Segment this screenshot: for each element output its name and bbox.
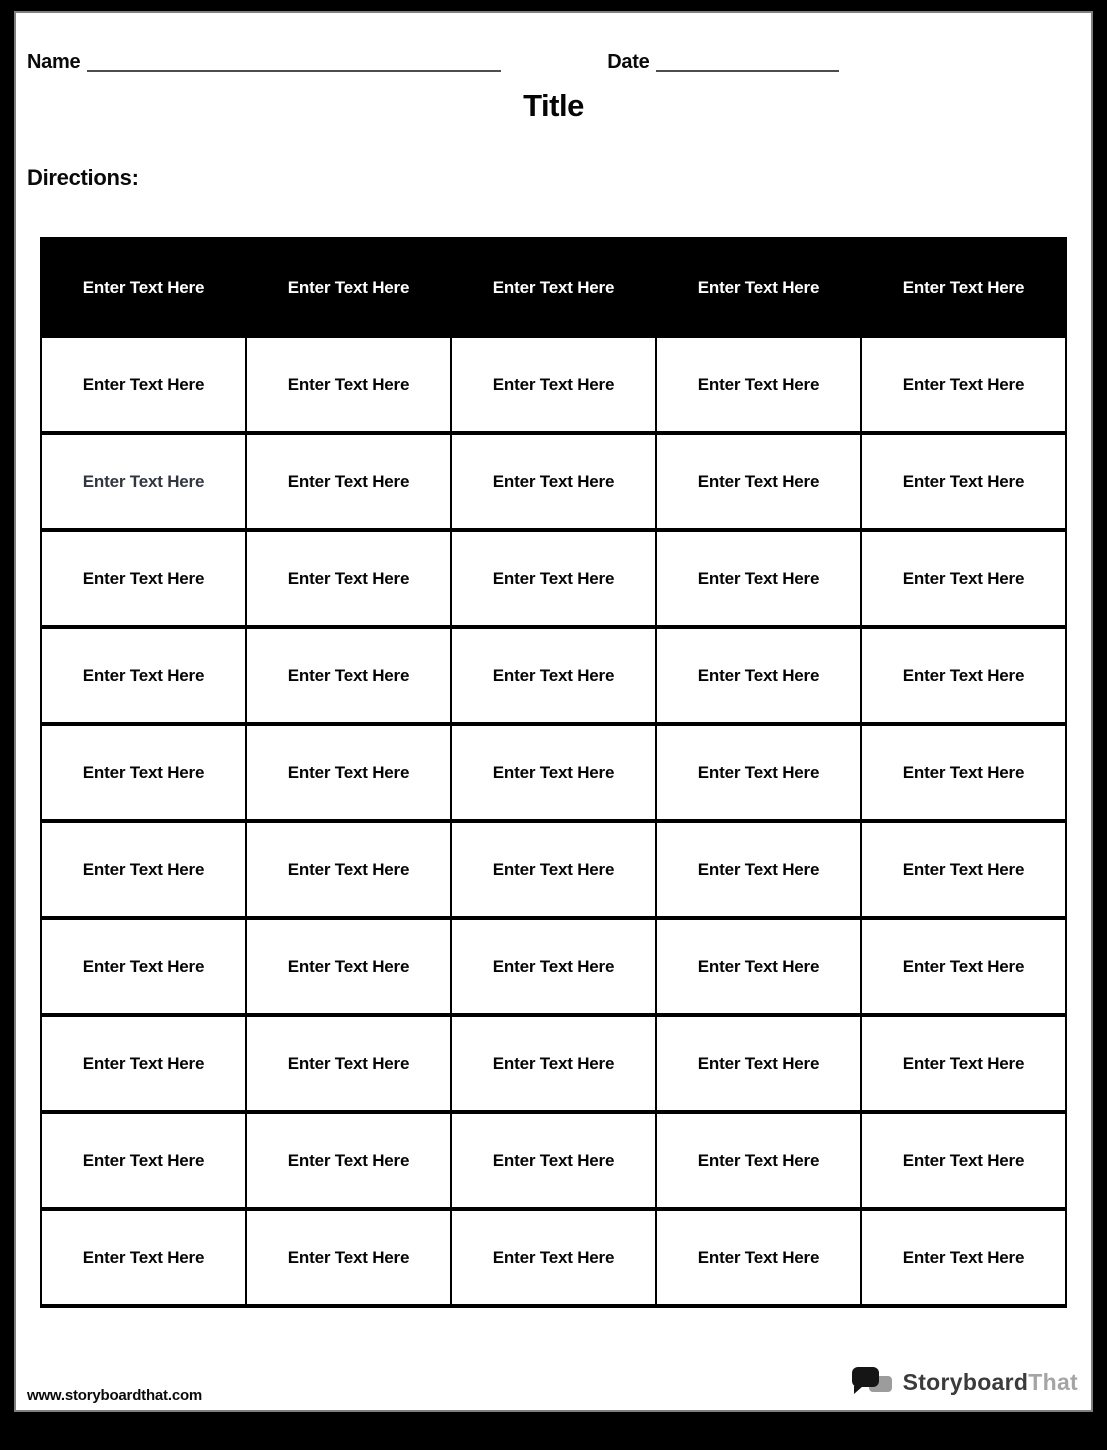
table-row [41,1112,1066,1209]
table-row [41,530,1066,627]
table-cell[interactable]: Enter Text Here [861,821,1066,918]
table-cell[interactable]: Enter Text Here [246,433,451,530]
table-header-cell[interactable]: Enter Text Here [861,239,1066,336]
table-cell[interactable]: Enter Text Here [656,1112,861,1209]
table-cell[interactable]: Enter Text Here [246,1209,451,1306]
table-cell[interactable]: Enter Text Here [861,530,1066,627]
table-row [41,336,1066,433]
table-cell[interactable]: Enter Text Here [656,336,861,433]
table-cell[interactable]: Enter Text Here [451,336,656,433]
speech-bubble-black-icon [852,1367,879,1387]
table-cell[interactable]: Enter Text Here [656,433,861,530]
table-cell[interactable]: Enter Text Here [451,433,656,530]
date-field [607,52,839,72]
table-cell[interactable]: Enter Text Here [861,724,1066,821]
name-field [27,52,501,72]
table-cell[interactable]: Enter Text Here [656,724,861,821]
table-cell[interactable]: Enter Text Here [41,821,246,918]
table-cell[interactable]: Enter Text Here [246,336,451,433]
table-row [41,724,1066,821]
table-header-row [41,239,1066,336]
table-row [41,918,1066,1015]
table-cell[interactable]: Enter Text Here [861,433,1066,530]
table-cell[interactable]: Enter Text Here [41,1209,246,1306]
brand-footer [852,1367,1078,1398]
table-cell[interactable]: Enter Text Here [451,530,656,627]
table-cell[interactable]: Enter Text Here [656,530,861,627]
footer-url: www.storyboardthat.com [27,1387,203,1404]
table-header-cell[interactable]: Enter Text Here [656,239,861,336]
name-label: Name [27,51,81,73]
table-cell[interactable]: Enter Text Here [41,433,246,530]
table-cell[interactable]: Enter Text Here [656,627,861,724]
table-header-cell[interactable]: Enter Text Here [451,239,656,336]
table-row [41,627,1066,724]
table-row [41,1015,1066,1112]
table-cell[interactable]: Enter Text Here [41,627,246,724]
table-cell[interactable]: Enter Text Here [41,918,246,1015]
table-cell[interactable]: Enter Text Here [451,1015,656,1112]
worksheet-table [40,237,1067,1308]
table-cell[interactable]: Enter Text Here [656,1015,861,1112]
table-cell[interactable]: Enter Text Here [451,724,656,821]
table-cell[interactable]: Enter Text Here [451,918,656,1015]
table-cell[interactable]: Enter Text Here [451,821,656,918]
table-cell[interactable]: Enter Text Here [861,1209,1066,1306]
table-cell[interactable]: Enter Text Here [246,918,451,1015]
table-cell[interactable]: Enter Text Here [861,336,1066,433]
page-title: Title [523,88,584,123]
table-cell[interactable]: Enter Text Here [656,918,861,1015]
table-cell[interactable]: Enter Text Here [246,821,451,918]
name-date-bar [16,13,1091,72]
table-row [41,433,1066,530]
table-row [41,821,1066,918]
table-header-cell[interactable]: Enter Text Here [41,239,246,336]
brand-name-primary: Storyboard [902,1369,1029,1395]
table-cell[interactable]: Enter Text Here [451,627,656,724]
table-cell[interactable]: Enter Text Here [246,530,451,627]
table-cell[interactable]: Enter Text Here [861,1112,1066,1209]
directions-label: Directions: [27,165,139,191]
table-cell[interactable]: Enter Text Here [861,1015,1066,1112]
date-input-line[interactable] [656,58,839,72]
table-cell[interactable]: Enter Text Here [656,821,861,918]
table-cell[interactable]: Enter Text Here [41,1112,246,1209]
table-cell[interactable]: Enter Text Here [861,918,1066,1015]
table-header-cell[interactable]: Enter Text Here [246,239,451,336]
table-cell[interactable]: Enter Text Here [41,336,246,433]
table-cell[interactable]: Enter Text Here [656,1209,861,1306]
storyboardthat-logo-icon [852,1367,896,1398]
table-cell[interactable]: Enter Text Here [451,1112,656,1209]
worksheet-page [14,11,1093,1412]
table-cell[interactable]: Enter Text Here [861,627,1066,724]
table-cell[interactable]: Enter Text Here [246,724,451,821]
table-cell[interactable]: Enter Text Here [41,530,246,627]
table-cell[interactable]: Enter Text Here [246,1112,451,1209]
brand-name [903,1371,1078,1394]
table-body [41,336,1066,1306]
table-cell[interactable]: Enter Text Here [41,724,246,821]
table-cell[interactable]: Enter Text Here [246,1015,451,1112]
table-cell[interactable]: Enter Text Here [246,627,451,724]
table-cell[interactable]: Enter Text Here [41,1015,246,1112]
date-label: Date [607,51,650,73]
name-input-line[interactable] [87,58,501,72]
brand-name-secondary: That [1028,1369,1078,1395]
table-cell[interactable]: Enter Text Here [451,1209,656,1306]
table-row [41,1209,1066,1306]
